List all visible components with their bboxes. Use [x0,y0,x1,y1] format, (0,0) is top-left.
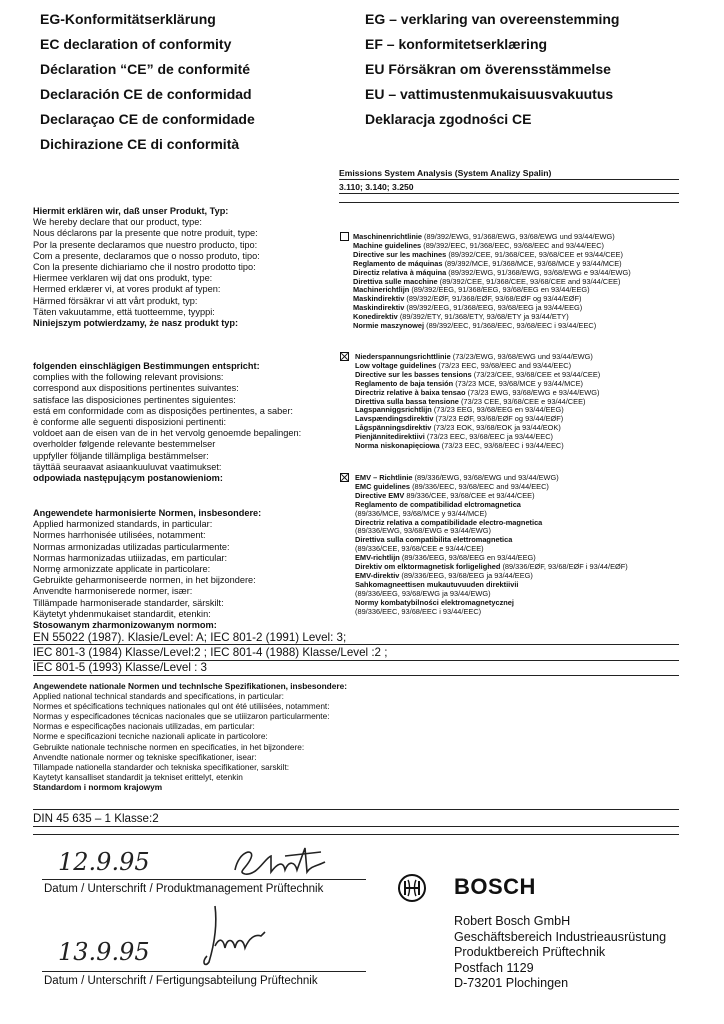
declare-line: Con la presente dichiariamo che il nostro prodotto tipo: [33,262,256,273]
harmonized-line: Applied harmonized standards, in particular: [33,519,213,530]
national-rule [33,834,679,835]
directive-name: Lavspændingsdirektiv [355,414,434,424]
directive-name: Direktiv om elktormagnetisk forligelighed [355,562,501,572]
directive-name: Maschinenrichtlinie [353,232,422,241]
emv-directive-list [355,474,628,617]
address-line: Produktbereich Prüftechnik [454,945,606,960]
directive-name: Directive sur les machines [353,249,447,259]
product-numbers: 3.110; 3.140; 3.250 [339,182,414,192]
directive-name: Direttiva sulla compatibilita elettromagnetica [355,535,513,545]
national-line: Standardom i normom krajowym [33,781,163,792]
harmonized-line: Normas harmonizadas utiiizadas, em particular: [33,552,228,563]
provisions-line: täyttää seuraavat asiaankuuluvat vaatimukset: [33,461,222,472]
national-line: Anvendte nationale normer og tekniske specifikationer, isear: [33,751,257,762]
provisions-block [33,361,301,484]
directive-reference: (73/23 EEC, 93/68/EEC i 93/44/EEC) [439,441,564,451]
directive-name: EMV-direktiv [355,570,400,580]
directive-name: EMV – Richtlinie [355,473,413,482]
address-line: D-73201 Plochingen [454,976,569,991]
directive-line [355,442,600,451]
title-sv: EU Försäkran om överensstämmelse [365,61,611,77]
directive-reference: (89/392/EEC, 91/368/EEC, 93/68/EEC and 93/44/EEC) [421,240,605,250]
declare-line: Hiermee verklaren wij dat ons produkt, type: [33,273,213,284]
signature-2 [195,902,295,972]
harmonized-line: Normes harrhonisée utilisées, notamment: [33,530,206,541]
provisions-line: correspond aux dispositions pertinentes suivantes: [33,383,239,394]
title-fi: EU – vattimustenmukaisuusvakuutus [365,86,614,102]
directive-name: Lågspänningsdirektiv [355,423,432,433]
directive-name: Direttiva sulle macchine [353,276,438,286]
directive-reference: (89/392/CEE, 91/368/CEE, 93/68/CEE and 93/44/CEE) [437,276,621,286]
directive-name: Machine guidelines [353,240,422,250]
signature-1 [225,842,335,880]
signature-date-2: 13.9.95 [58,938,150,966]
declare-line: Härmed försäkrar vi att vårt produkt, typ: [33,295,198,306]
national-line: Normes et spécifications techniques nationales qul ont été utiliisées, notamment: [33,701,330,712]
provisions-line: complies with the following relevant provisions: [33,372,224,383]
directive-name: Norma niskonapięciowa [355,441,440,451]
directive-line [355,608,628,617]
harmonized-line: Anvendte harmoniserede normer, især: [33,586,193,597]
harmonized-line: Käytetyt yhdenmukaiset standardit, etenkin: [33,608,211,619]
bosch-armature-icon [397,873,427,903]
directive-name: Reglamento de baja tensión [355,378,454,388]
directive-reference: (73/23 EOK, 93/68/EOK ja 93/44/EOK) [431,423,561,433]
directive-reference: (73/23 CEE, 93/68/CEE e 93/44/CEE) [458,396,586,406]
title-pl: Deklaracja zgodności CE [365,111,532,127]
directive-reference: 89/336/CEE, 93/68/CEE et 93/44/CEE) [404,490,535,500]
title-en: EC declaration of conformity [40,36,232,52]
national-line: Applied national technical standards and specifications, in particular: [33,691,284,702]
standards-line: IEC 801-3 (1984) Klasse/Level:2 ; IEC 801-4 (1988) Klasse/Level :2 ; [33,646,388,659]
directive-name: Pienjännitedirektiivi [355,432,425,442]
declare-line: Hermed erklærer vi, at vores produkt af typen: [33,284,221,295]
provisions-line: voldoet aan de eisen van de in het vervolg genoemde bepalingen: [33,428,302,439]
standards-rule [33,675,679,676]
directive-name: Low voltage guidelines [355,360,437,370]
directive-reference: (89/336/EWG, 93/68/EWG und 93/44/EWG) [412,473,559,482]
declare-block [33,206,260,329]
national-line: Gebruikte nationale technische normen en specificaties, in het bijzondere: [33,741,305,752]
directive-name: Sahkomagneettisen mukautuvuuden direktiivii [355,579,519,589]
directive-reference: (73/23 EØF, 93/68/EØF og 93/44/EØF) [433,414,564,424]
directive-name: Normie maszynowej [353,321,425,331]
directive-name: Maskindirektiv [353,303,405,313]
directive-reference: (89/336/EWG, 93/68/EWG e 93/44/EWG) [355,526,491,536]
emv-directive-checkbox[interactable] [340,473,349,482]
directive-reference: (73/23 EEG, 93/68/EEG en 93/44/EEG) [431,405,564,415]
directive-reference: (89/392/EWG, 91/368/EWG, 93/68/EWG e 93/44/EWG) [446,267,631,277]
declare-line: Com a presente, declaramos que o nosso produto, tipo: [33,250,260,261]
directive-reference: (89/392/CEE, 91/368/CEE, 93/68/CEE et 93/44/CEE) [446,249,623,259]
harmonized-line: Tillämpade harmoniserade standarder, särskilt: [33,597,224,608]
lowvoltage-directive-checkbox[interactable] [340,352,349,361]
directive-name: Maskindirektiv [353,294,405,304]
address-line: Geschäftsbereich Industrieausrüstung [454,929,667,944]
directive-reference: (89/336/EEG, 93/68/EEG ja 93/44/EEG) [399,570,533,580]
provisions-line: satisface las disposiciones pertinentes siguientes: [33,394,236,405]
declare-line: Niniejszym potwierdzamy, że nasz produkt typ: [33,318,239,329]
directive-name: EMC guidelines [355,481,411,491]
directive-reference: (89/336/MCE, 93/68/MCE y 93/44/MCE) [355,508,487,518]
directive-reference: (89/392/EEG, 91/368/EEG, 93/68/EEG en 93/44/EEG) [409,285,590,295]
address-line: Postfach 1129 [454,960,534,975]
lowvoltage-directive-list [355,353,600,451]
title-pt: Declaraçao CE de conformidade [40,111,255,127]
title-fr: Déclaration “CE” de conformité [40,61,251,77]
title-nl: EG – verklaring van overeenstemming [365,11,620,27]
standards-rule [33,644,679,645]
signature-caption-2: Datum / Unterschrift / Fertigungsabteilung Prüftechnik [44,975,318,987]
standards-line: EN 55022 (1987). Klasie/Level: A; IEC 801-2 (1991) Level: 3; [33,631,347,644]
national-block [33,681,347,792]
national-line: Norme e specificazioni tecniche nazionali aplicate in particolore: [33,731,268,742]
directive-name: Direttiva sulla bassa tensione [355,396,459,406]
declare-line: Nous déclarons par la presente que notre produit, type: [33,228,258,239]
directive-name: Directive EMV [355,490,405,500]
directive-reference: (89/392/EØF, 91/368/EØF, 93/68/EØF og 93/44/EØF) [404,294,582,304]
title-da: EF – konformitetserklæring [365,36,548,52]
address-line: Robert Bosch GmbH [454,914,571,928]
company-logo-text: BOSCH [454,874,536,899]
directive-reference: (73/23/EWG, 93/68/EWG und 93/44/EWG) [450,352,593,361]
signature-line-2 [42,971,366,972]
harmonized-line: Angewendete harmonisierte Normen, insbesondere: [33,508,262,518]
national-line: Tillampade nationella standarder och tekniska specifikationer, sarskilt: [33,761,290,772]
declare-line: Täten vakuutamme, että tuotteemme, tyyppi: [33,306,215,317]
provisions-line: uppfyller följande tillämpliga bestämmelser: [33,450,209,461]
provisions-line: está em conformidade com as disposições pertinentes, a saber: [33,405,293,416]
national-line: Angewendete nationale Normen und technlsche Spezifikationen, insbesondere: [33,681,347,691]
harmonized-line: Stosowanym zharmonizowanym normom: [33,620,217,631]
directive-reference: (89/336/EØF, 93/68/EØF i 93/44/EØF) [500,562,628,572]
directive-reference: (89/392/MCE, 91/368/MCE, 93/68/MCE y 93/44/MCE) [442,258,622,268]
title-de: EG-Konformitätserklärung [40,11,216,27]
company-address [454,914,666,992]
directive-reference: (89/336/EEG, 93/68/EEG en 93/44/EEG) [399,553,536,563]
directive-reference: (73/23 EEC, 93/68/EEC and 93/44/EEC) [436,360,572,370]
title-es: Declaración CE de conformidad [40,86,252,102]
directive-reference: (89/336/EEG, 93/68/EWG ja 93/44/EWG) [355,588,491,598]
directive-reference: (73/23 EEC, 93/68/EEC ja 93/44/EEC) [424,432,554,442]
harmonized-line: Normas armonizadas utilizadas particularmente: [33,541,230,552]
directive-reference: (89/392/EEC, 91/368/EEC, 93/68/EEC i 93/44/EEC) [424,321,597,331]
provisions-line: è conforme alle seguenti disposizioni pertinenti: [33,417,227,428]
directive-name: Reglamento de máquinas [353,258,443,268]
directive-reference: (89/336/EEC, 93/68/EEC i 93/44/EEC) [355,606,482,616]
machine-directive-list [353,233,631,331]
signature-caption-1: Datum / Unterschrift / Produktmanagement Prüftechnik [44,883,324,895]
harmonized-line: Normę armonizzate applicate in particolare: [33,564,211,575]
declare-line: We hereby declare that our product, type: [33,217,202,228]
signature-line-1 [42,879,366,880]
provisions-line: folgenden einschlägigen Bestimmungen entspricht: [33,361,260,371]
national-rule [33,809,679,810]
provisions-line: overholder følgende relevante bestemmelser [33,439,216,450]
product-name: Emissions System Analysis (System Analizy Spalin) [339,168,552,178]
directive-name: Niederspannungsrichttlinie [355,352,451,361]
declare-line: Por la presente declaramos que nuestro producto, tipo: [33,239,258,250]
directive-line [353,322,631,331]
directive-name: EMV-richtlijn [355,553,400,563]
product-rule-3 [339,202,679,203]
directive-reference: (89/392/EEG, 91/368/EEG, 93/68/EEG ja 93/44/EEG) [404,303,583,313]
directive-name: Directriz relative à baixa tensao [355,387,466,397]
directive-reference: (73/23/CEE, 93/68/CEE et 93/44/CEE) [471,369,601,379]
national-line: Normas y especificadones técnicas nacionales que se utiiizaron particularmente: [33,711,330,722]
national-line: Kaytetyt kansalliset standardit ja tekniset erittelyt, etenkin [33,771,243,782]
directive-name: Directriz relativa a compatibilidade electro-magnetica [355,517,543,527]
declare-line: Hiermit erklären wir, daß unser Produkt, Typ: [33,206,229,216]
directive-reference: (89/392/EWG, 91/368/EWG, 93/68/EWG und 93/44/EWG) [422,232,615,241]
directive-reference: (73/23 EWG, 93/68/EWG e 93/44/EWG) [465,387,600,397]
provisions-line: odpowiada następującym postanowieniom: [33,473,223,484]
product-rule-2 [339,193,679,194]
directive-reference: (89/336/CEE, 93/68/CEE e 93/44/CEE) [355,544,484,554]
harmonized-block [33,508,261,631]
directive-name: Normy kombatybilności elektromagnetycznej [355,597,514,607]
directive-name: Konedirektiv [353,312,398,322]
title-it: Dichirazione CE di conformità [40,136,240,152]
national-standard: DIN 45 635 – 1 Klasse:2 [33,812,159,825]
directive-reference: (73/23 MCE, 93/68/MCE y 93/44/MCE) [453,378,583,388]
machine-directive-checkbox[interactable] [340,232,349,241]
national-rule [33,826,679,827]
product-rule [339,179,679,180]
harmonized-line: Gebruikte geharmoniseerde normen, in het bijzondere: [33,575,256,586]
directive-reference: (89/336/EEC, 93/68/EEC and 93/44/EEC) [410,481,549,491]
standards-line: IEC 801-5 (1993) Klasse/Level : 3 [33,661,208,674]
directive-name: Machinerichtlijn [353,285,410,295]
directive-reference: (89/392/ETY, 91/368/ETY, 93/68/ETY ja 93/44/ETY) [397,312,569,322]
signature-date-1: 12.9.95 [58,848,150,876]
directive-name: Directive sur les basses tensions [355,369,472,379]
national-line: Normas e especificações nacionais utilizadas, em particular: [33,721,255,732]
directive-name: Directiz relativa à máquina [353,267,447,277]
directive-name: Reglamento de compatibilidad elctromagnetica [355,499,521,509]
directive-name: Lagspanniggsrichtlijn [355,405,432,415]
